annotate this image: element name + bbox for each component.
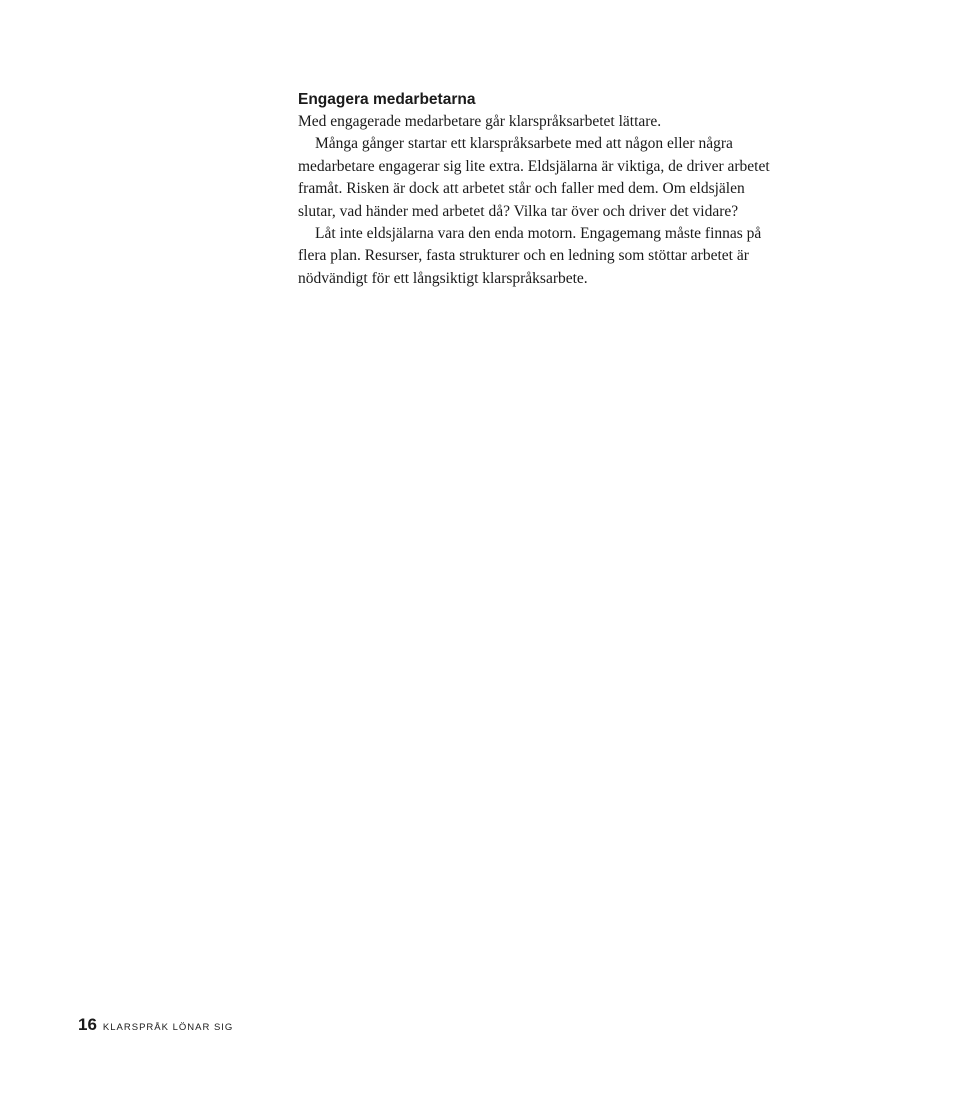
text-line: Många gånger startar ett klarspråksarbete med att någon eller några bbox=[315, 135, 733, 153]
article-body bbox=[298, 88, 818, 290]
running-title: KLARSPRÅK LÖNAR SIG bbox=[102, 1022, 234, 1033]
page-footer bbox=[78, 1015, 233, 1035]
text-line: framåt. Risken är dock att arbetet står och faller med dem. Om eldsjälen bbox=[298, 180, 745, 198]
text-line: slutar, vad händer med arbetet då? Vilka tar över och driver det vidare? bbox=[298, 202, 739, 220]
intro-paragraph bbox=[298, 111, 818, 133]
paragraph-motor bbox=[298, 223, 818, 290]
text-line: nödvändigt för ett långsiktigt klarspråksarbete. bbox=[298, 269, 588, 287]
text-line: Med engagerade medarbetare går klarspråksarbetet lättare. bbox=[298, 113, 662, 130]
paragraph-eldsjalar bbox=[298, 133, 818, 223]
text-line: medarbetare engagerar sig lite extra. Eldsjälarna är viktiga, de driver arbetet bbox=[298, 157, 770, 175]
section-heading: Engagera medarbetarna bbox=[298, 91, 476, 108]
text-line: Låt inte eldsjälarna vara den enda motorn. Engagemang måste finnas på bbox=[315, 225, 762, 243]
text-line: flera plan. Resurser, fasta strukturer och en ledning som stöttar arbetet är bbox=[298, 247, 749, 265]
page-number: 16 bbox=[78, 1015, 97, 1034]
